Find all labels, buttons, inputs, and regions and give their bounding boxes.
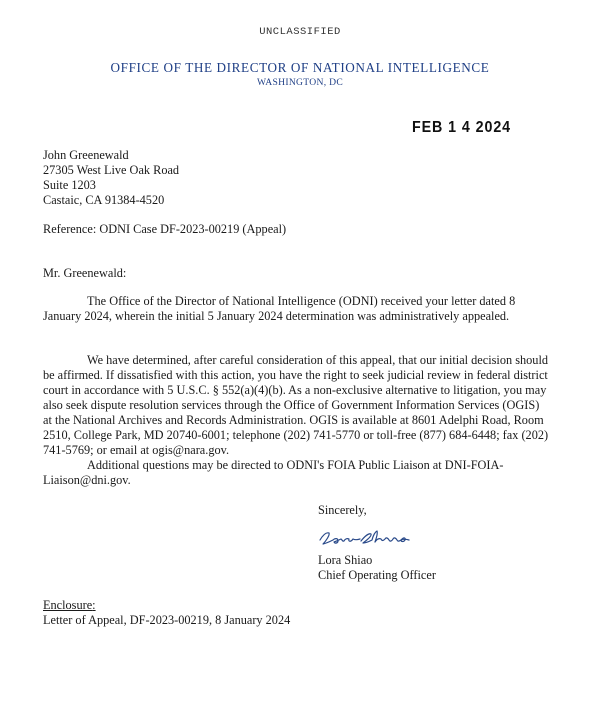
closing: Sincerely, xyxy=(318,503,367,517)
classification-marking: UNCLASSIFIED xyxy=(259,26,341,38)
signer-title: Chief Operating Officer xyxy=(318,568,436,582)
recipient-street: 27305 West Live Oak Road xyxy=(43,163,180,177)
body-paragraph-1: The Office of the Director of National Intelligence (ODNI) received your letter dated 8 January 2024, wherein the initial 5 January 2024 determination was administratively appealed. xyxy=(43,294,516,323)
salutation: Mr. Greenewald: xyxy=(43,266,127,280)
signer-block xyxy=(318,553,436,583)
body-paragraph-2: We have determined, after careful consideration of this appeal, that our initial decision should be affirmed. If dissatisfied with this action, you have the right to seek judicial review in federal district court in accordance with 5 U.S.C. § 552(a)(4)(b). As a non-exclusive alternative to litigation, you may also seek dispute resolution services through the Office of Government Information Services (OGIS) at the National Archives and Records Administration. OGIS is available at 8601 Adelphi Road, Room 2510, College Park, MD 20740-6001; telephone (202) 741-5770 or toll-free (877) 684-6448; fax (202) 741-5769; or email at ogis@nara.gov. xyxy=(43,353,549,457)
office-letterhead: OFFICE OF THE DIRECTOR OF NATIONAL INTELLIGENCE xyxy=(110,60,490,75)
recipient-suite: Suite 1203 xyxy=(43,178,96,192)
enclosure-item: Letter of Appeal, DF-2023-00219, 8 January 2024 xyxy=(43,613,291,627)
enclosure-label-text: Enclosure xyxy=(43,598,93,612)
body-paragraph-3: Additional questions may be directed to ODNI's FOIA Public Liaison at DNI-FOIA-Liaison@dni.gov. xyxy=(43,458,504,487)
enclosure-label xyxy=(43,598,96,613)
enclosure-colon: : xyxy=(92,598,96,612)
signer-name: Lora Shiao xyxy=(318,553,373,567)
recipient-address xyxy=(43,148,179,208)
recipient-city-state-zip: Castaic, CA 91384-4520 xyxy=(43,193,165,207)
handwritten-signature xyxy=(317,527,411,549)
date-stamp: FEB 1 4 2024 xyxy=(412,119,512,136)
letterhead-city: WASHINGTON, DC xyxy=(256,77,344,88)
reference-line: Reference: ODNI Case DF-2023-00219 (Appeal) xyxy=(43,222,287,236)
recipient-name: John Greenewald xyxy=(43,148,129,162)
